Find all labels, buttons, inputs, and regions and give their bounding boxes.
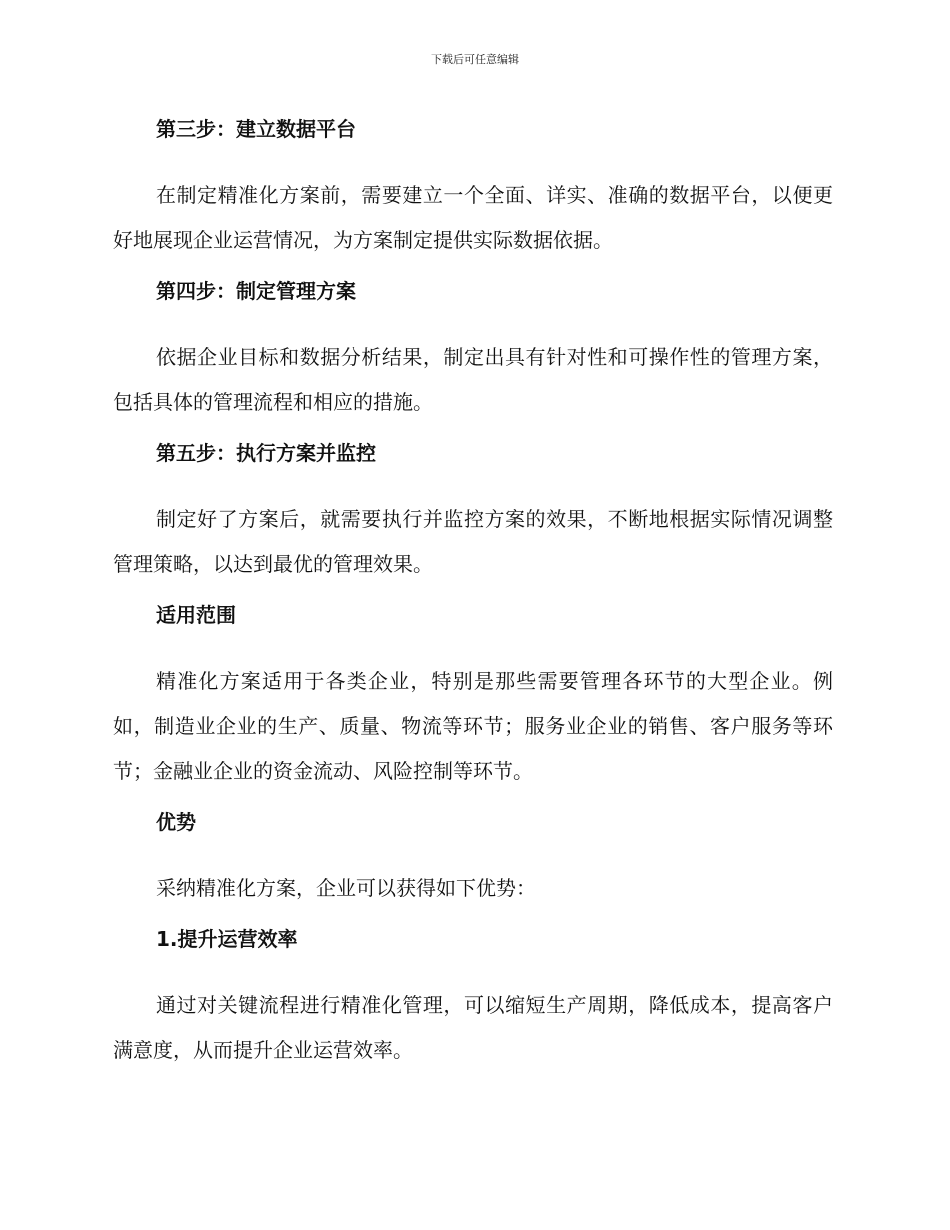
section-paragraph-efficiency: 通过对关键流程进行精准化管理，可以缩短生产周期，降低成本，提高客户满意度，从而提升企业运营效率。 bbox=[113, 993, 833, 1062]
section-heading-step-5: 第五步：执行方案并监控 bbox=[156, 441, 376, 465]
section-heading-scope: 适用范围 bbox=[156, 603, 236, 627]
section-paragraph-advantages: 采纳精准化方案，企业可以获得如下优势： bbox=[156, 876, 536, 900]
section-heading-step-4: 第四步：制定管理方案 bbox=[156, 279, 356, 303]
section-paragraph-scope: 精准化方案适用于各类企业，特别是那些需要管理各环节的大型企业。例如，制造业企业的生产、质量、物流等环节；服务业企业的销售、客户服务等环节；金融业企业的资金流动、风险控制等环节。 bbox=[113, 669, 833, 783]
section-heading-efficiency: 1.提升运营效率 bbox=[156, 927, 298, 951]
section-paragraph-step-3: 在制定精准化方案前，需要建立一个全面、详实、准确的数据平台，以便更好地展现企业运营情况，为方案制定提供实际数据依据。 bbox=[113, 183, 833, 252]
section-paragraph-step-4: 依据企业目标和数据分析结果，制定出具有针对性和可操作性的管理方案，包括具体的管理流程和相应的措施。 bbox=[113, 345, 833, 414]
document-body bbox=[113, 115, 833, 1087]
page-header-watermark: 下载后可任意编辑 bbox=[431, 53, 519, 66]
section-paragraph-step-5: 制定好了方案后，就需要执行并监控方案的效果，不断地根据实际情况调整管理策略，以达到最优的管理效果。 bbox=[113, 507, 833, 576]
section-heading-step-3: 第三步：建立数据平台 bbox=[156, 117, 356, 141]
section-heading-advantages: 优势 bbox=[156, 810, 196, 834]
